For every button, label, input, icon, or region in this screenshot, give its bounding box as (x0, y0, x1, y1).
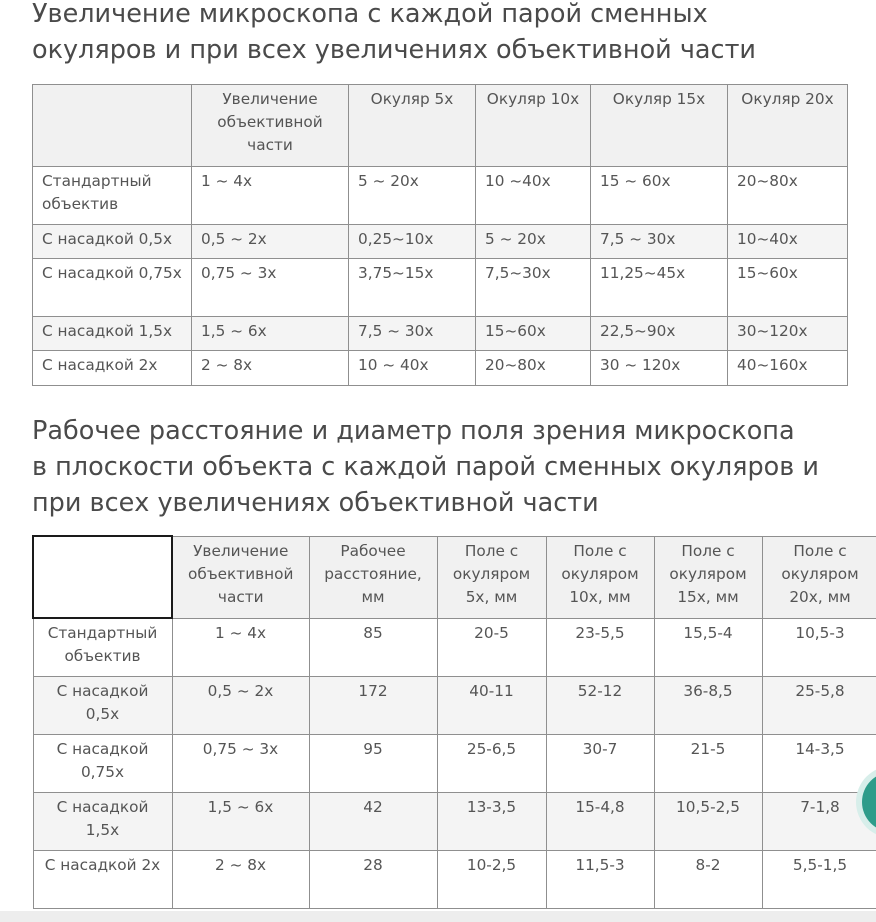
table-cell: 7-1,8 (762, 792, 876, 850)
header-cell: Поле с окуляром 20х, мм (762, 536, 876, 618)
table-row (33, 618, 876, 676)
header-cell: Увеличение объективной части (172, 536, 309, 618)
table-row (33, 676, 876, 734)
table-cell: 23-5,5 (546, 618, 654, 676)
table-cell: 0,75 ~ 3x (192, 259, 349, 317)
table-cell: 30-7 (546, 734, 654, 792)
table-cell: 10,5-3 (762, 618, 876, 676)
table-cell: 11,5-3 (546, 850, 654, 908)
table-row (33, 225, 848, 259)
table-row (33, 734, 876, 792)
header-cell: Поле с окуляром 10х, мм (546, 536, 654, 618)
table-cell: 15~60x (728, 259, 848, 317)
table-row (33, 317, 848, 351)
table-cell: 2 ~ 8x (192, 351, 349, 386)
table-cell: 28 (309, 850, 437, 908)
table-cell: 0,5 ~ 2x (192, 225, 349, 259)
table-cell: 10 ~ 40x (349, 351, 476, 386)
table-row (33, 351, 848, 386)
section-title-magnification: Увеличение микроскопа с каждой парой сменных окуляров и при всех увеличениях объективной части (32, 0, 756, 65)
table-cell: 20-5 (437, 618, 546, 676)
table-cell: 15,5-4 (654, 618, 762, 676)
table-cell: 10,5-2,5 (654, 792, 762, 850)
table-cell: 40~160x (728, 351, 848, 386)
header-cell (33, 85, 192, 167)
table-cell: 11,25~45x (591, 259, 728, 317)
table-row (33, 850, 876, 908)
table-cell: 15-4,8 (546, 792, 654, 850)
working-distance-table (32, 535, 876, 909)
row-label-cell: С насадкой 2х (33, 351, 192, 386)
table-cell: 5,5-1,5 (762, 850, 876, 908)
table-cell: 40-11 (437, 676, 546, 734)
table-cell: 10 ~40x (476, 167, 591, 225)
table-row (33, 792, 876, 850)
table-cell: 0,75 ~ 3x (172, 734, 309, 792)
table-cell: 5 ~ 20x (476, 225, 591, 259)
table-cell: 25-5,8 (762, 676, 876, 734)
row-label-cell: С насадкой 1,5х (33, 792, 172, 850)
magnification-table (32, 84, 848, 386)
table-cell: 15 ~ 60x (591, 167, 728, 225)
table-cell: 7,5 ~ 30x (349, 317, 476, 351)
row-label-cell: С насадкой 0,75х (33, 259, 192, 317)
table-cell: 1 ~ 4x (172, 618, 309, 676)
row-label-cell: С насадкой 2х (33, 850, 172, 908)
header-cell: Поле с окуляром 15х, мм (654, 536, 762, 618)
table-cell: 1,5 ~ 6x (192, 317, 349, 351)
table-cell: 36-8,5 (654, 676, 762, 734)
table-cell: 95 (309, 734, 437, 792)
table-cell: 2 ~ 8x (172, 850, 309, 908)
header-cell: Окуляр 20х (728, 85, 848, 167)
page-bottom-edge (0, 911, 876, 922)
table-cell: 25-6,5 (437, 734, 546, 792)
row-label-cell: С насадкой 1,5х (33, 317, 192, 351)
header-cell: Поле с окуляром 5х, мм (437, 536, 546, 618)
table-cell: 13-3,5 (437, 792, 546, 850)
table-cell: 1 ~ 4x (192, 167, 349, 225)
table-cell: 0,5 ~ 2x (172, 676, 309, 734)
header-cell: Окуляр 15х (591, 85, 728, 167)
section-title-working-distance: Рабочее расстояние и диаметр поля зрения микроскопа в плоскости объекта с каждой парой сменных окуляров и при всех увеличениях объективной части (32, 416, 819, 518)
row-label-cell: Стандартный объектив (33, 167, 192, 225)
table-cell: 52-12 (546, 676, 654, 734)
row-label-cell: С насадкой 0,75х (33, 734, 172, 792)
table-cell: 21-5 (654, 734, 762, 792)
table-cell: 172 (309, 676, 437, 734)
table-cell: 1,5 ~ 6x (172, 792, 309, 850)
header-cell: Окуляр 10х (476, 85, 591, 167)
table-cell: 14-3,5 (762, 734, 876, 792)
table-row (33, 167, 848, 225)
header-cell (33, 536, 172, 618)
table-cell: 5 ~ 20x (349, 167, 476, 225)
table-header-row (33, 536, 876, 618)
table-cell: 42 (309, 792, 437, 850)
table-cell: 30 ~ 120x (591, 351, 728, 386)
table-cell: 10~40x (728, 225, 848, 259)
table-cell: 7,5~30x (476, 259, 591, 317)
header-cell: Увеличение объективной части (192, 85, 349, 167)
row-label-cell: С насадкой 0,5х (33, 225, 192, 259)
table-row (33, 259, 848, 317)
table-cell: 30~120x (728, 317, 848, 351)
table-cell: 3,75~15x (349, 259, 476, 317)
row-label-cell: С насадкой 0,5х (33, 676, 172, 734)
table-cell: 15~60x (476, 317, 591, 351)
table-cell: 10-2,5 (437, 850, 546, 908)
header-cell: Окуляр 5х (349, 85, 476, 167)
table-cell: 20~80x (728, 167, 848, 225)
table-cell: 22,5~90x (591, 317, 728, 351)
table-cell: 85 (309, 618, 437, 676)
header-cell: Рабочее расстояние, мм (309, 536, 437, 618)
table-cell: 20~80x (476, 351, 591, 386)
table-cell: 7,5 ~ 30x (591, 225, 728, 259)
table-cell: 0,25~10x (349, 225, 476, 259)
row-label-cell: Стандартный объектив (33, 618, 172, 676)
table-cell: 8-2 (654, 850, 762, 908)
table-header-row (33, 85, 848, 167)
